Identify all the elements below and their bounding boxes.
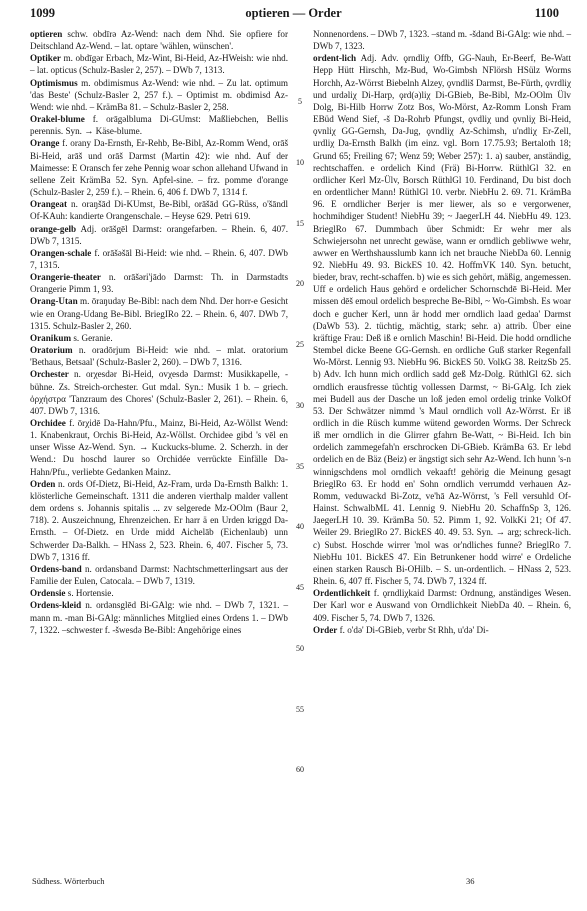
entry-headword: Orchidee	[30, 418, 66, 428]
line-number: 10	[296, 157, 304, 167]
entry-text: Adj. orāšgēl Darmst: orangefarben. – Rhein. 6, 407. DWb 7, 1315.	[30, 223, 288, 246]
entry-text: m. obdimismus Az-Wend: wie nhd. – Zu lat. optimum 'das Beste' (Schulz-Basler 2, 257 f.). – Optimist m. obdimisd Az-Wend: wie nhd. – KrämBa 81. – Schulz-Basler 2, 258.	[30, 77, 288, 112]
page-number-left: 1099	[30, 6, 55, 20]
right-column	[313, 28, 571, 636]
line-number: 45	[296, 583, 304, 592]
line-number: 30	[296, 400, 304, 410]
entry-headword: optieren	[30, 29, 63, 39]
line-number: 15	[296, 218, 304, 228]
dictionary-entry	[30, 478, 288, 563]
dictionary-entry	[30, 271, 288, 295]
entry-headword: Ordentlichkeit	[313, 588, 371, 599]
entry-headword: ordent-lich	[313, 53, 357, 64]
dictionary-entry	[30, 223, 288, 247]
dictionary-entry	[313, 587, 571, 623]
line-number: 25	[296, 340, 304, 349]
dictionary-entry	[30, 417, 288, 478]
dictionary-entry	[30, 332, 288, 344]
footer-publication: Südhess. Wörterbuch	[32, 876, 105, 886]
dictionary-entry	[30, 587, 288, 599]
entry-headword: Oratorium	[30, 345, 73, 356]
line-number: 40	[296, 522, 304, 532]
entry-text: n. orχesdər Bi-Heid, ovχesdə Darmst: Musikkapelle, -bühne. Zs. Streich-orchester. Gut mdal. Syn.: Musik 1 b. – griech. ὀρχήστρα 'Tanzraum des Chores' (Schulz-Basler 2, 261). – Rhein. 6, 407. DWb 7, 1316.	[30, 369, 288, 416]
entry-headword: Optiker	[30, 53, 61, 64]
entry-text: f. ōrχidē Da-Hahn/Pfu., Mainz, Bi-Heid, Az-Wöllst Wend: 1. Knabenkraut, Orchis Bi-Heid, Az-Wöllst. Orchidee gibd 's vēl en unser Wisse Az-Wend. Syn. → Kuckucks-blume. 2. Scherzh. in der Wend.: Du hoschd laurer so Orchidée verrückte Einfälle Da-Hahn/Pfu., verliebte Gedanken Mainz.	[30, 418, 288, 477]
dictionary-entry	[30, 198, 288, 222]
entry-text: n. oraŋšād Di-KUmst, Be-Bibl, orāšād GG-Rüss, o'šāndl Of-KAuh: kandierte Orangenschale. – Heyse 629. Petri 619.	[30, 199, 288, 222]
entry-headword: Oranikum	[30, 332, 72, 343]
line-number: 35	[296, 461, 304, 471]
entry-text: f. orāgəlbluma Di-GUmst: Maßliebchen, Bellis perennis. Syn. → Käse-blume.	[30, 114, 289, 137]
entry-headword: Ordens-kleid	[30, 600, 82, 611]
entry-headword: Ordensie	[30, 588, 66, 599]
entry-headword: Orangeat	[30, 199, 67, 210]
entry-headword: Optimismus	[30, 77, 78, 88]
line-number: 55	[296, 704, 304, 714]
running-title: optieren — Order	[245, 6, 342, 20]
dictionary-entry	[30, 52, 288, 76]
entry-headword: Orakel-blume	[30, 114, 85, 125]
dictionary-entry	[30, 368, 288, 417]
dictionary-entry	[30, 137, 288, 198]
dictionary-entry	[30, 77, 288, 113]
entry-text: schw. obdīrə Az-Wend: nach dem Nhd. Sie opfiere for Deitschland Az-Wend. – lat. optare 'wählen, wünschen'.	[30, 29, 288, 52]
line-number: 5	[298, 97, 302, 106]
entry-text: n. ordənsband Darmst: Nachtschmetterlingsart aus der Familie der Eulen, Catocala. – DWb 7, 1319.	[30, 563, 288, 587]
line-number: 50	[296, 643, 304, 653]
entry-headword: orange-gelb	[30, 223, 77, 234]
entry-text: n. oradōrjum Bi-Heid: wie nhd. – mlat. oratorium 'Bethaus, Betsaal' (Schulz-Basler 2, 260). – DWb 7, 1316.	[30, 345, 288, 368]
dictionary-entry	[30, 247, 288, 271]
dictionary-entry	[313, 52, 571, 587]
entry-text: f. orāšəšāl Bi-Heid: wie nhd. – Rhein. 6, 407. DWb 7, 1315.	[30, 247, 288, 270]
entry-text: f. orany Da-Ernsth, Er-Rehb, Be-Bibl, Az-Romm Wend, orāš Bi-Heid, arāš und orāš Darmst (Martin 42): wie nhd. Auf der Maimesse: E Oransch fer zehe Pennig woar schon allehand Ufwand in sellene Zeit KrämBa 52. Syn. Apfel-sine. – frz. pomme d'orange (Schulz-Basler 2, 259 f.). – Rhein. 6, 406 f. DWb 7, 1314 f.	[30, 138, 288, 198]
left-column	[30, 28, 288, 636]
dictionary-entry	[30, 344, 288, 368]
entry-text: n. orāšəri'jādo Darmst: Th. in Darmstadts Orangerie Pimm 1, 93.	[30, 272, 288, 295]
entry-headword: Orangerie-theater	[30, 272, 101, 283]
entry-text: Adj. Adv. ǫrndliχ Offb, GG-Nauh, Er-Beerf, Be-Watt Hepp Hütt Hirschh, Mz-Bud, Wo-Gimbsh NFlörsh HSülz Worms Horchh, Az-Wörrst Biebelnh Alzey, ǫvndliš Darmst, Be-Fürth, ǫvrdliχ und urdəliχ Di-Harp, ǫrd(ə)liχ Di-GBieb, Be-Bibl, Mz-OOlm Ülv Dolg, Bi-Hilb Horrw Zotz Bos, Wo-Mörst, Az-Romm Lonsh Fram EBüd Wend Sief, -š Da-Rohrb Pfungst, ǫvdliχ und ǫvnliχ Bi-Heid, ǫvnliχ GG-Gernsh, Da-Jug, ǫvndliχ Az-Schimsh, u'ndliχ Er-Zell, urdliχ Da-Ernsth Balkh (im einz. vgl. Born 17.75.93; Bertaloth 18; Grund 65; Freiling 67; Wenz 59; Weber 257): 1. a) sauber, anständig, rechtschaffen. e ordelich Kind (Frä) Bi-Horrw. RüthlGl 32. en ordlicher Kerl Mz-Ülv, Borsch RüthlGl 10. Ferdinand, Du bist doch en ordentlicher Mann! RüthlGl 10. verbr. NiebHu 2. 69. 71. KrämBa 96. E orndlicher Berjer is mer liewer, als so e vergorwener, hochmihdiger Student! NiebHu 39; ~ JaegerLH 44. NiebHu 49. 123. BrieglRo 67. Dummbach über Schmidt: Er wehr mer als Schwiejersohn net unrecht gewäse, wann er orndlich gebliwwe wehr, awwer en Werthshausslumb kann ich net brauche NiebDa 60. Lennig 92. NiebHu 49. 93. BickES 10. 42. HoffmVK 140. Syn. betucht, bieder, brav, recht-schaffen. b) wie es sich gehört, mäßig, angemessen. Uff e ordelich Haus gehörd e ordelicher Schornschdē Bi-Heid. Mer missen dēš emoul ordelich bespreche Be-Bibl, ~ Wo-Gimbsh. Es woar doch e gucher Kerl, unn är hodd mer orndlich laad gedaa' Darmst (DaWb 53). 2. tüchtig, mächtig, stark; sehr. a) attrib. Über eine kräftige Frau: Deß iß e ornlich Maschin! Bi-Heid. Die hodd orndliche Stembel dicke Beene GG-Gernsh. en ordliche Guß starker Regenfall Wo-Mörst. Lennig 93. NiebHu 96. BickES 50. VolkG 38. ReitzSb 25. b) Adv. Ich hunn mich ordlich sadd geß Mz-Dolg. RüthlGl 62. sich orndlich erausfresse tüchtig vollessen Darmst, ~ Bi-GAlg. Ich ziek mei Budell aus der Dasche un loß jeden emol ordelig trinke VolkOf 53. Der Schwätzer nimmd 's Maul orndlich voll Az-Wörrst. Er iß ordlich in die Rüsch kumme wütend geworden Worms. Der Schreck iß mer orndlich in die Glirrer gfahrn Be-Watt, ~ Bi-Heid. Ich bin ordelich zammegefah'n erschrocken Di-GBieb. KrämBa 63. Er lebd ordelich en de Bäz (Beiz) er ängstigt sich sehr Az-Wend. Ich hunn 's-n winnigschdens mol orndlich vekaaft! gehörig die Meinung gesagt BrieglRo 63. Er hodd en' Sohn orndlich verrumdd verhauen Az-Romm, veduwackd Bi-Zotz, ve'hā Az-Wörrst, 's Fell versuhld Of-Hainst. SchwalbML 41. Lennig 9. NiebHu 20. SchaffnSp 3, 126. JaegerLH 10. 39. KrämBa 50. 52. Pimm 1, 92. VolkKi 21; Of 47. Weiler 29. BrieglRo 27. BickES 40. 49. 53. Syn. → arg; schreck-lich. c) Subst. Hoschde wirrer 'mol was or'ndliches funne? BrieglRo 7. NiebHu 101. BickES 47. Ein Betrunkener hodd wirre' e Ordeliche einen starken Rausch Bi-OHilb. – S. un-ordentlich. – HNass 2, 523. Rhein. 6, 407 ff. Fischer 5, 74. DWb 7, 1324 ff.	[313, 53, 571, 587]
entry-text: f. o'də' Di-GBieb, verbr St Rhh, u'də' Di-	[339, 624, 489, 635]
entry-headword: Orang-Utan	[30, 296, 78, 307]
dictionary-entry	[30, 28, 288, 52]
entry-text: n. ordənsglēd Bi-GAlg: wie nhd. – DWb 7, 1321. –mann m. -man Bi-GAlg: männliches Mitglied eines Ordens 1. – DWb 7, 1322. –schwester f. -šwesdə Be-Bibl: Angehörige eines	[30, 600, 289, 635]
entry-text: Nonnenordens. – DWb 7, 1323. –stand m. -šdand Bi-GAlg: wie nhd. – DWb 7, 1323.	[313, 29, 572, 52]
entry-headword: Orchester	[30, 369, 69, 380]
entry-text: s. Hortensie.	[67, 588, 114, 599]
footer-sheet-number: 36	[466, 876, 475, 886]
entry-headword: Order	[313, 624, 338, 635]
entry-headword: Orange	[30, 138, 60, 149]
dictionary-entry	[30, 113, 288, 137]
entry-text: m. obdīgər Erbach, Mz-Wint, Bi-Heid, Az-HWeish: wie nhd. – lat. opticus (Schulz-Basler 2, 257). – DWb 7, 1313.	[30, 53, 289, 76]
entry-text: n. ords Of-Dietz, Bi-Heid, Az-Fram, urdə Da-Ernsth Balkh: 1. klösterliche Gemeinschaft. 1311 die anderen vierthalp malder vallent dem ordens s. Johannis spitalis ... zv selgerede Mz-OOlm (Baur 2, 718). 2. Auszeichnung, Ehrenzeichen. Er harr ä en Urden kriggd Da-Ernsth. – Of-Dietz. en Urde midd Aichelāb (Eichenlaub) unn Schwerder Da-Balkh. – HNass 2, 523. Rhein. 6, 407. Fischer 5, 73. DWb 7, 1316 ff.	[30, 478, 289, 562]
entry-text: f. ǫrndliχkaid Darmst: Ordnung, anständiges Wesen. Der Karl wor e Auswand von Orndlichkeit NiebDa 40. – Rhein. 6, 409. Fischer 5, 74. DWb 7, 1326.	[313, 588, 572, 623]
line-number: 60	[296, 765, 304, 775]
dictionary-entry	[313, 624, 571, 636]
page-number-right: 1100	[534, 6, 559, 20]
dictionary-entry	[30, 599, 288, 635]
entry-headword: Ordens-band	[30, 563, 82, 574]
dictionary-entry	[313, 28, 571, 52]
dictionary-entry	[30, 563, 288, 587]
line-number: 20	[296, 279, 304, 289]
entry-text: m. ōraŋuday Be-Bibl: nach dem Nhd. Der horr-e Gesicht wie en Orang-Udang Be-Bibl. BriegIRo 22. – Rhein. 6, 407. DWb 7, 1315. Schulz-Basler 2, 260.	[30, 296, 288, 331]
entry-text: s. Geranie.	[73, 332, 113, 343]
entry-headword: Orden	[30, 478, 56, 489]
entry-headword: Orangen-schale	[30, 247, 92, 258]
dictionary-entry	[30, 295, 288, 331]
